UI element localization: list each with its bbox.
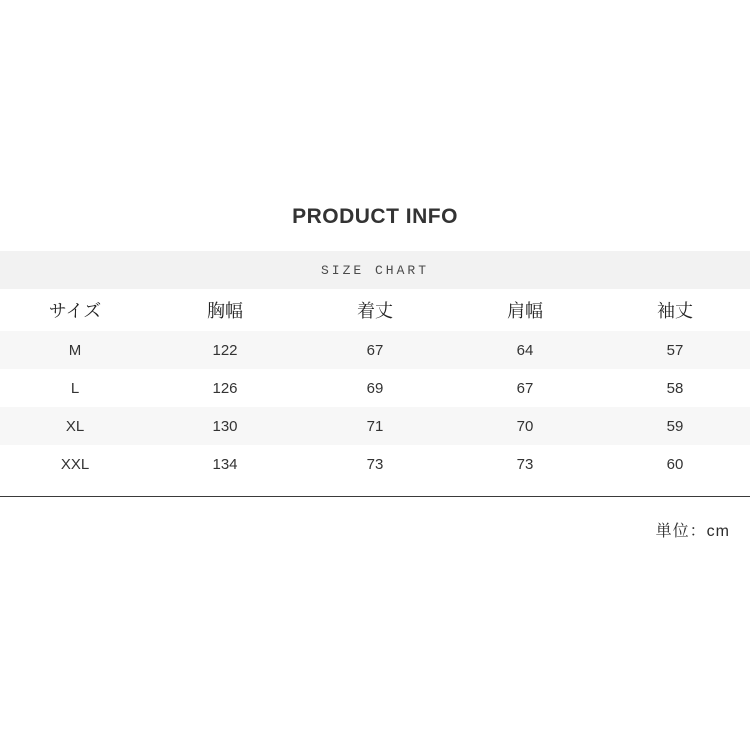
cell-length: 67 (300, 331, 450, 369)
column-header-shoulder: 肩幅 (450, 289, 600, 331)
cell-shoulder: 70 (450, 407, 600, 445)
table-row (0, 407, 750, 445)
size-chart-container (0, 251, 750, 483)
table-row (0, 445, 750, 483)
table-row (0, 369, 750, 407)
cell-size: M (0, 331, 150, 369)
cell-length: 71 (300, 407, 450, 445)
column-header-chest: 胸幅 (150, 289, 300, 331)
cell-chest: 130 (150, 407, 300, 445)
table-header-row (0, 289, 750, 331)
divider-line (0, 496, 750, 497)
cell-chest: 126 (150, 369, 300, 407)
cell-size: XXL (0, 445, 150, 483)
column-header-length: 着丈 (300, 289, 450, 331)
size-chart-subtitle: SIZE CHART (0, 251, 750, 289)
table-row (0, 331, 750, 369)
size-chart-subtitle-row (0, 251, 750, 289)
page-title: PRODUCT INFO (292, 205, 458, 228)
cell-size: XL (0, 407, 150, 445)
cell-chest: 122 (150, 331, 300, 369)
cell-sleeve: 60 (600, 445, 750, 483)
column-header-sleeve: 袖丈 (600, 289, 750, 331)
cell-shoulder: 64 (450, 331, 600, 369)
unit-note: 単位：cm (655, 523, 730, 540)
cell-length: 69 (300, 369, 450, 407)
size-chart-table (0, 251, 750, 483)
cell-shoulder: 73 (450, 445, 600, 483)
cell-size: L (0, 369, 150, 407)
cell-shoulder: 67 (450, 369, 600, 407)
cell-sleeve: 58 (600, 369, 750, 407)
column-header-size: サイズ (0, 289, 150, 331)
cell-sleeve: 57 (600, 331, 750, 369)
cell-length: 73 (300, 445, 450, 483)
cell-sleeve: 59 (600, 407, 750, 445)
cell-chest: 134 (150, 445, 300, 483)
